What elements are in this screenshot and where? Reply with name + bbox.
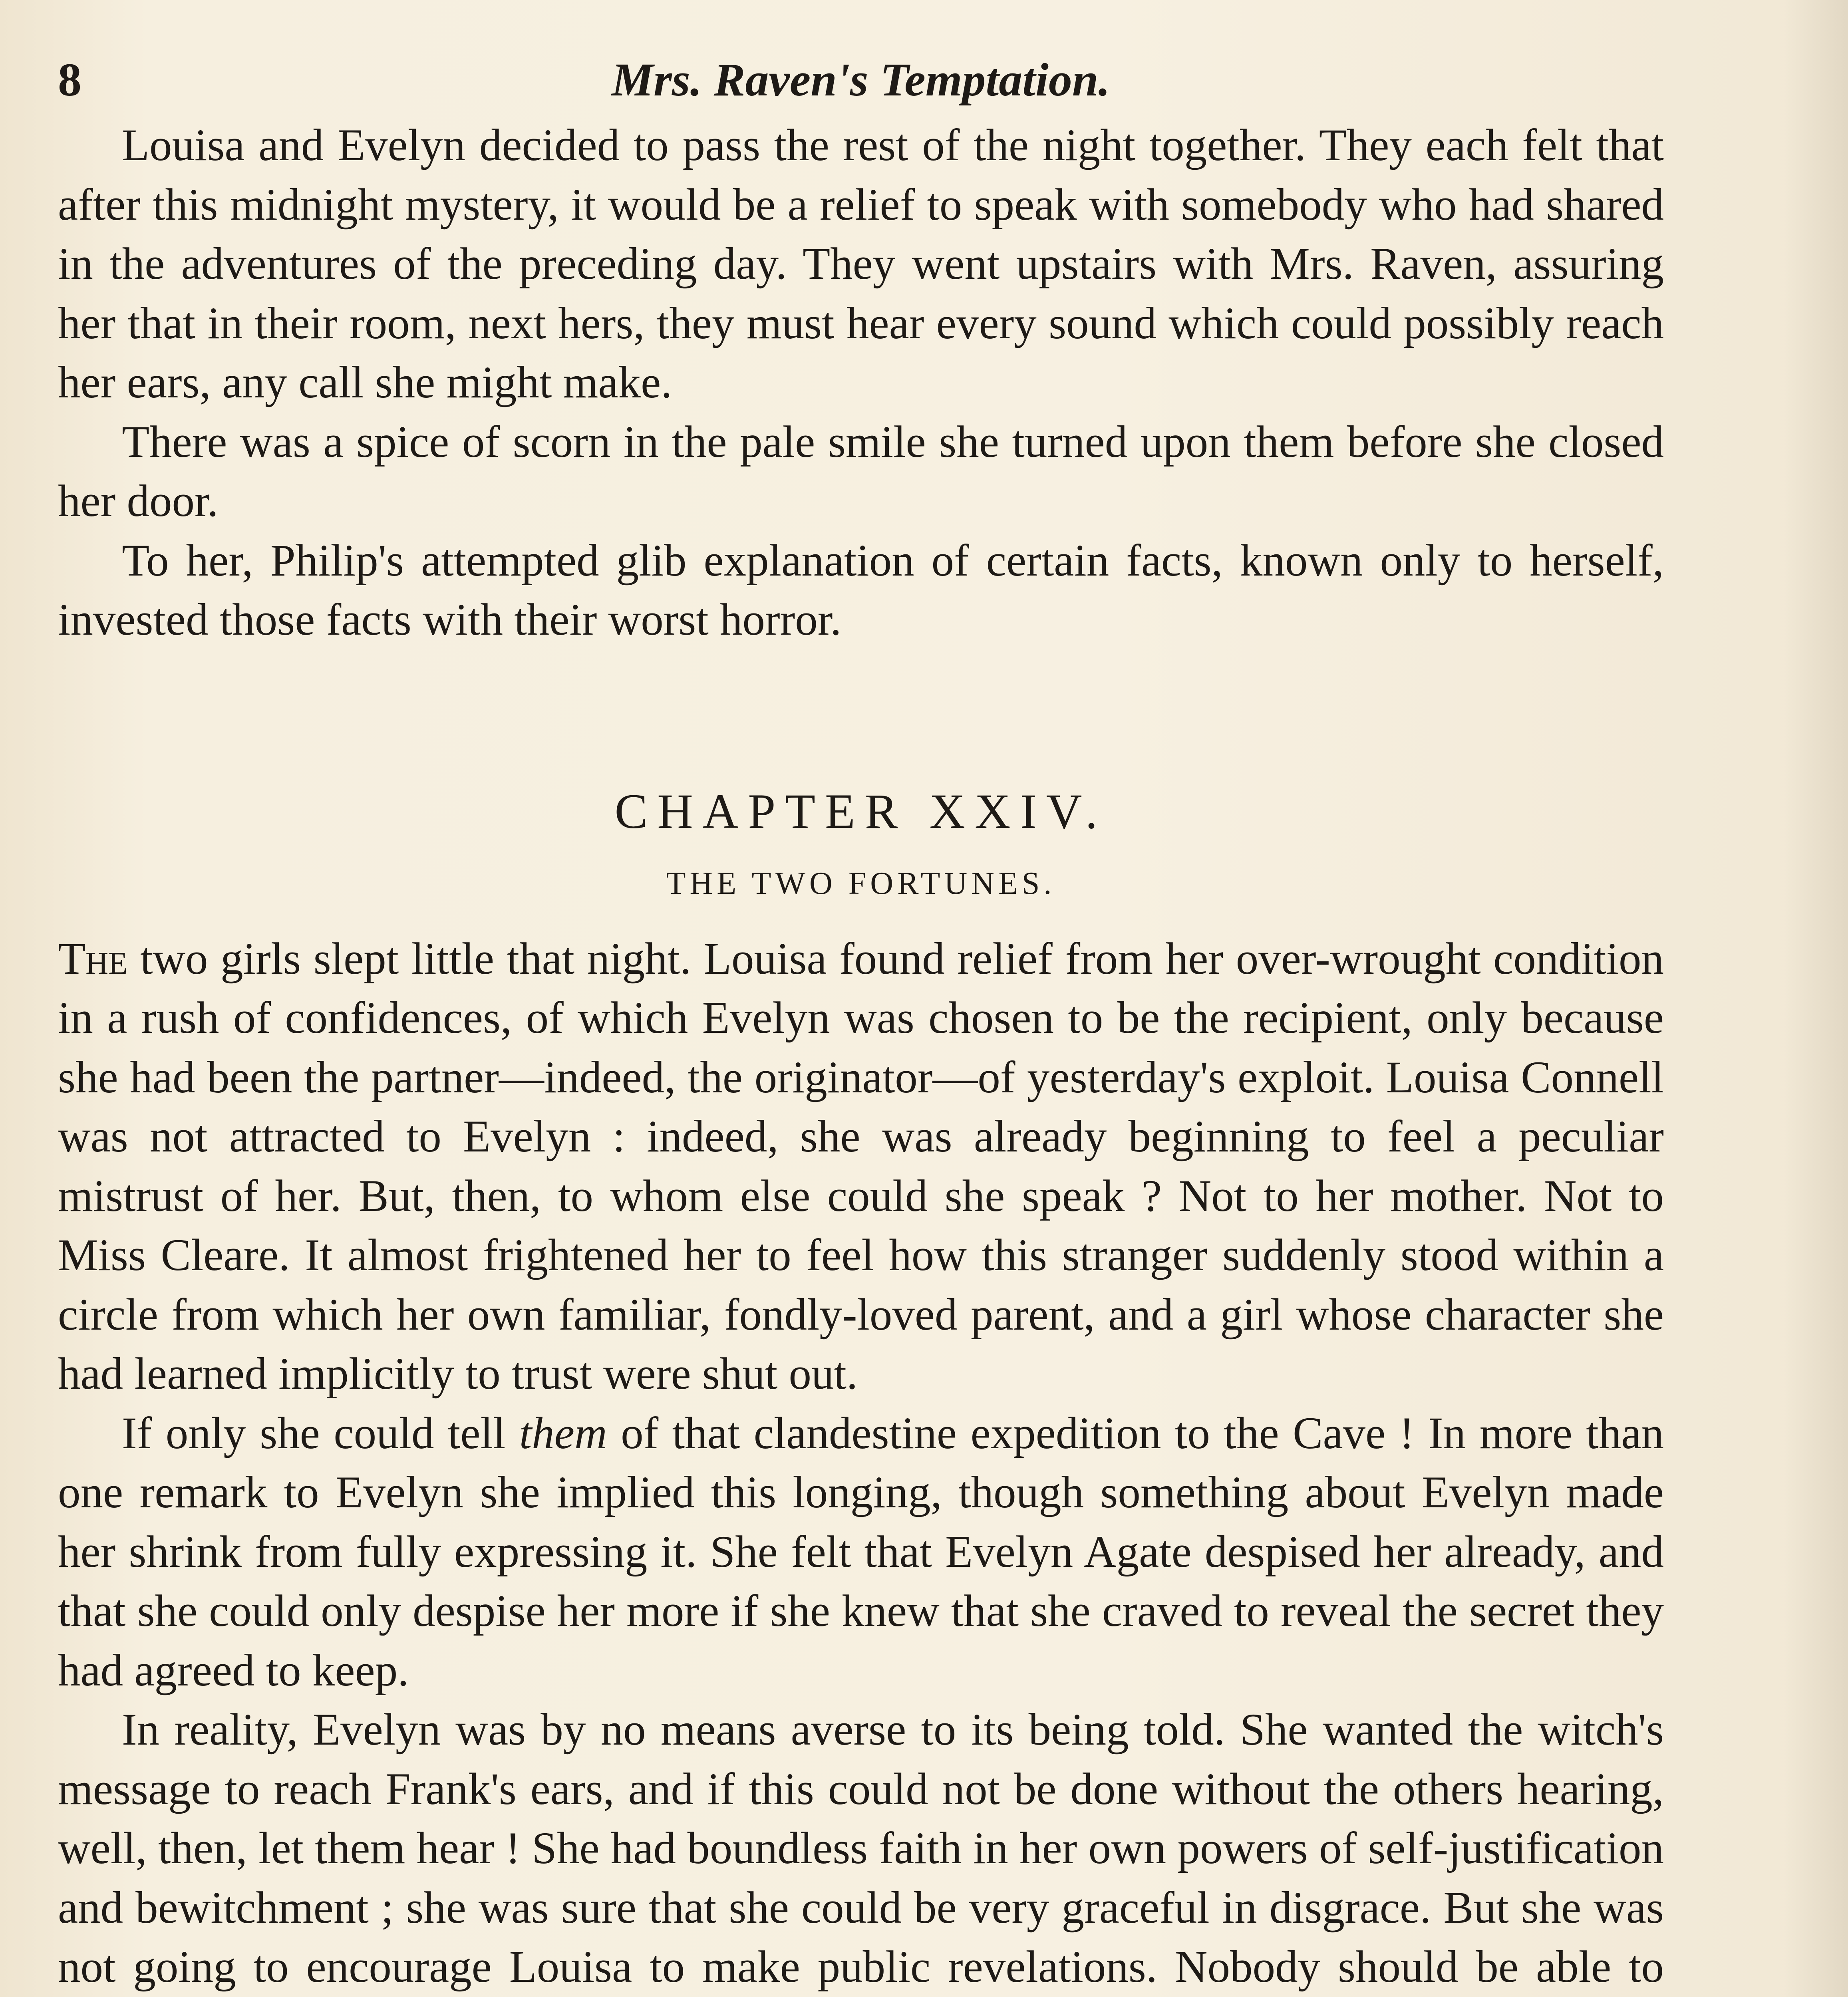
chapter-title-block	[58, 650, 1664, 929]
running-head	[58, 44, 1664, 116]
chapter-subtitle: THE TWO FORTUNES.	[666, 865, 1056, 901]
page-content	[58, 44, 1664, 1997]
paragraph: In reality, Evelyn was by no means averse to its being told. She wanted the witch's message to reach Frank's ears, and if this could not be done without the others hearing, well, then, let them hear ! She had boundless faith in her own powers of self-justification and bewitchment ; she was sure that she could be very graceful in disgrace. But she was not going to encourage Louisa to make public revelations. Nobody should be able to	[58, 1705, 1664, 1992]
body-text	[58, 116, 1664, 1997]
chapter-heading: CHAPTER XXIV.	[614, 784, 1107, 839]
paragraph: To her, Philip's attempted glib explanation of certain facts, known only to herself, invested those facts with their worst horror.	[58, 535, 1664, 645]
paragraph-text: If only she could tell	[122, 1408, 519, 1458]
paragraph-text: of that clandestine expedition to the Cave ! In more than one remark to Evelyn she implied this longing, though something about Evelyn made her shrink from fully expressing it. She felt that Evelyn Agate despised her already, and that she could only despise her more if she knew that she craved to reveal the secret they had agreed to keep.	[58, 1408, 1664, 1695]
book-title: Mrs. Raven's Temptation.	[612, 54, 1110, 106]
emphasized-word: them	[519, 1408, 607, 1458]
page-number: 8	[58, 54, 81, 106]
paragraph: There was a spice of scorn in the pale smile she turned upon them before she closed her door.	[58, 417, 1664, 526]
lead-word: The	[58, 933, 128, 984]
page-edge-shadow	[1784, 0, 1848, 1997]
paragraph-text: two girls slept little that night. Louisa found relief from her over-wrought condition in a rush of confidences, of which Evelyn was chosen to be the recipient, only because she had been the partner—indeed, the originator—of yesterday's exploit. Louisa Connell was not attracted to Evelyn : indeed, she was already beginning to feel a peculiar mistrust of her. But, then, to whom else could she speak ? Not to her mother. Not to Miss Cleare. It almost frightened her to feel how this stranger suddenly stood within a circle from which her own familiar, fondly-loved parent, and a girl whose character she had learned implicitly to trust were shut out.	[58, 933, 1664, 1399]
paragraph: Louisa and Evelyn decided to pass the rest of the night together. They each felt that after this midnight mystery, it would be a relief to speak with somebody who had shared in the adventures of the preceding day. They went upstairs with Mrs. Raven, assuring her that in their room, next hers, they must hear every sound which could possibly reach her ears, any call she might make.	[58, 120, 1664, 407]
chapter-opening-paragraph	[58, 929, 1664, 1404]
paragraph	[58, 1404, 1664, 1701]
